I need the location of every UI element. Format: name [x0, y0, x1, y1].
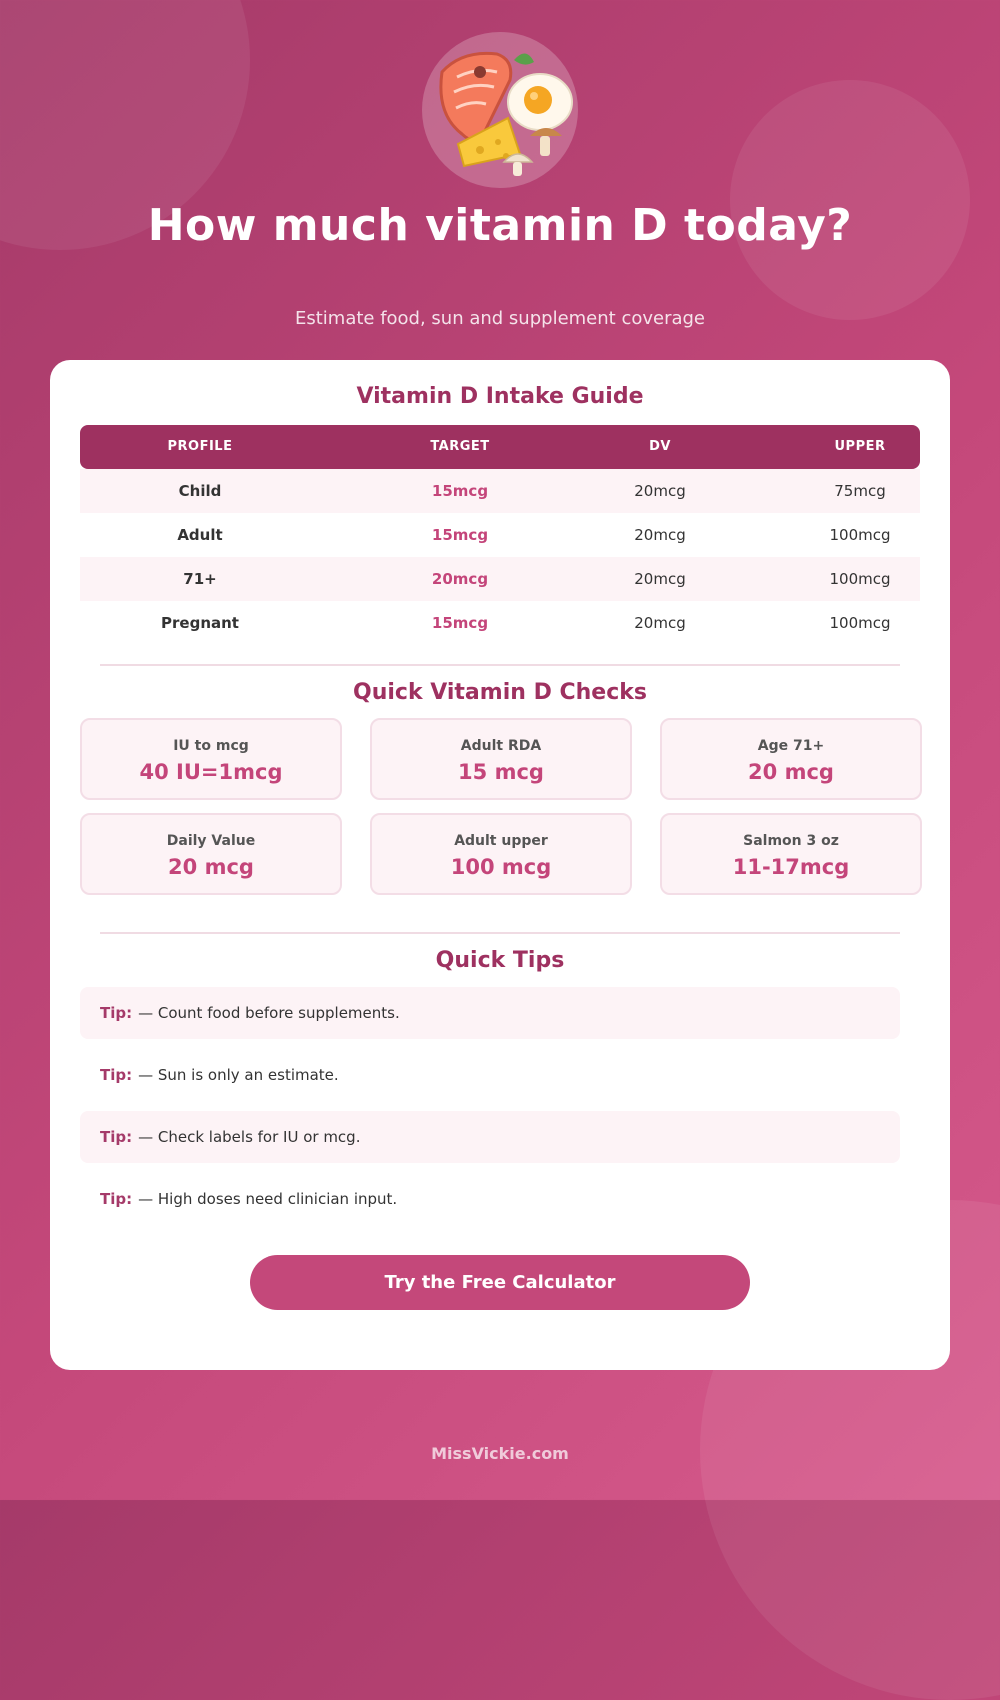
page-subtitle: Estimate food, sun and supplement coverage	[294, 308, 706, 329]
tip-label: Tip:	[100, 1190, 133, 1208]
table-row	[80, 601, 920, 645]
tip-label: Tip:	[100, 1066, 133, 1084]
column-header-target: TARGET	[430, 439, 490, 454]
check-value: 15 mcg	[458, 760, 544, 784]
upper-cell: 100mcg	[829, 570, 891, 588]
check-label: Salmon 3 oz	[743, 833, 839, 849]
tip-item	[80, 1173, 900, 1225]
check-label: Adult upper	[454, 833, 548, 849]
check-label: Daily Value	[166, 833, 256, 849]
dv-cell: 20mcg	[634, 570, 686, 588]
upper-cell: 75mcg	[834, 482, 886, 500]
target-cell: 15mcg	[431, 614, 489, 632]
tip-item	[80, 1111, 900, 1163]
vitamin-d-foods-icon	[422, 32, 578, 188]
table-row	[80, 469, 920, 513]
intake-table	[80, 425, 920, 645]
content-card	[50, 360, 950, 1370]
tip-text: — High doses need clinician input.	[138, 1190, 398, 1208]
check-card-adult-upper	[370, 813, 632, 895]
upper-cell: 100mcg	[829, 614, 891, 632]
table-row	[80, 557, 920, 601]
profile-cell: Child	[178, 482, 222, 500]
check-value: 20 mcg	[168, 855, 254, 879]
tip-label: Tip:	[100, 1004, 133, 1022]
check-label: IU to mcg	[173, 738, 249, 754]
profile-cell: Pregnant	[161, 614, 239, 632]
try-calculator-button[interactable]: Try the Free Calculator	[250, 1255, 750, 1310]
column-header-dv: DV	[649, 439, 671, 454]
dv-cell: 20mcg	[634, 526, 686, 544]
tip-text: — Check labels for IU or mcg.	[138, 1128, 361, 1146]
profile-cell: 71+	[183, 570, 217, 588]
target-cell: 20mcg	[431, 570, 489, 588]
tip-text: — Sun is only an estimate.	[138, 1066, 339, 1084]
table-row	[80, 513, 920, 557]
profile-cell: Adult	[177, 526, 223, 544]
tip-item	[80, 987, 900, 1039]
dv-cell: 20mcg	[634, 614, 686, 632]
check-card-daily-value	[80, 813, 342, 895]
column-header-upper: UPPER	[834, 439, 886, 454]
target-cell: 15mcg	[431, 482, 489, 500]
upper-cell: 100mcg	[829, 526, 891, 544]
check-value: 11-17mcg	[732, 855, 850, 879]
check-card-salmon	[660, 813, 922, 895]
intake-guide-title: Vitamin D Intake Guide	[356, 384, 644, 409]
tip-label: Tip:	[100, 1128, 133, 1146]
quick-checks-title: Quick Vitamin D Checks	[353, 680, 647, 705]
section-divider	[100, 932, 900, 934]
check-label: Adult RDA	[460, 738, 542, 754]
tip-item	[80, 1049, 900, 1101]
quick-tips-title: Quick Tips	[435, 948, 565, 973]
dv-cell: 20mcg	[634, 482, 686, 500]
check-value: 20 mcg	[748, 760, 834, 784]
check-card-iu-to-mcg	[80, 718, 342, 800]
footer-brand[interactable]: MissVickie.com	[431, 1444, 569, 1463]
check-card-adult-rda	[370, 718, 632, 800]
column-header-profile: PROFILE	[167, 439, 233, 454]
check-value: 40 IU=1mcg	[139, 760, 283, 784]
check-value: 100 mcg	[450, 855, 552, 879]
check-label: Age 71+	[757, 738, 825, 754]
page-title: How much vitamin D today?	[147, 200, 853, 251]
tip-text: — Count food before supplements.	[138, 1004, 400, 1022]
egg-icon	[508, 74, 572, 130]
table-header	[80, 425, 920, 469]
section-divider	[100, 664, 900, 666]
check-card-age-71	[660, 718, 922, 800]
target-cell: 15mcg	[431, 526, 489, 544]
